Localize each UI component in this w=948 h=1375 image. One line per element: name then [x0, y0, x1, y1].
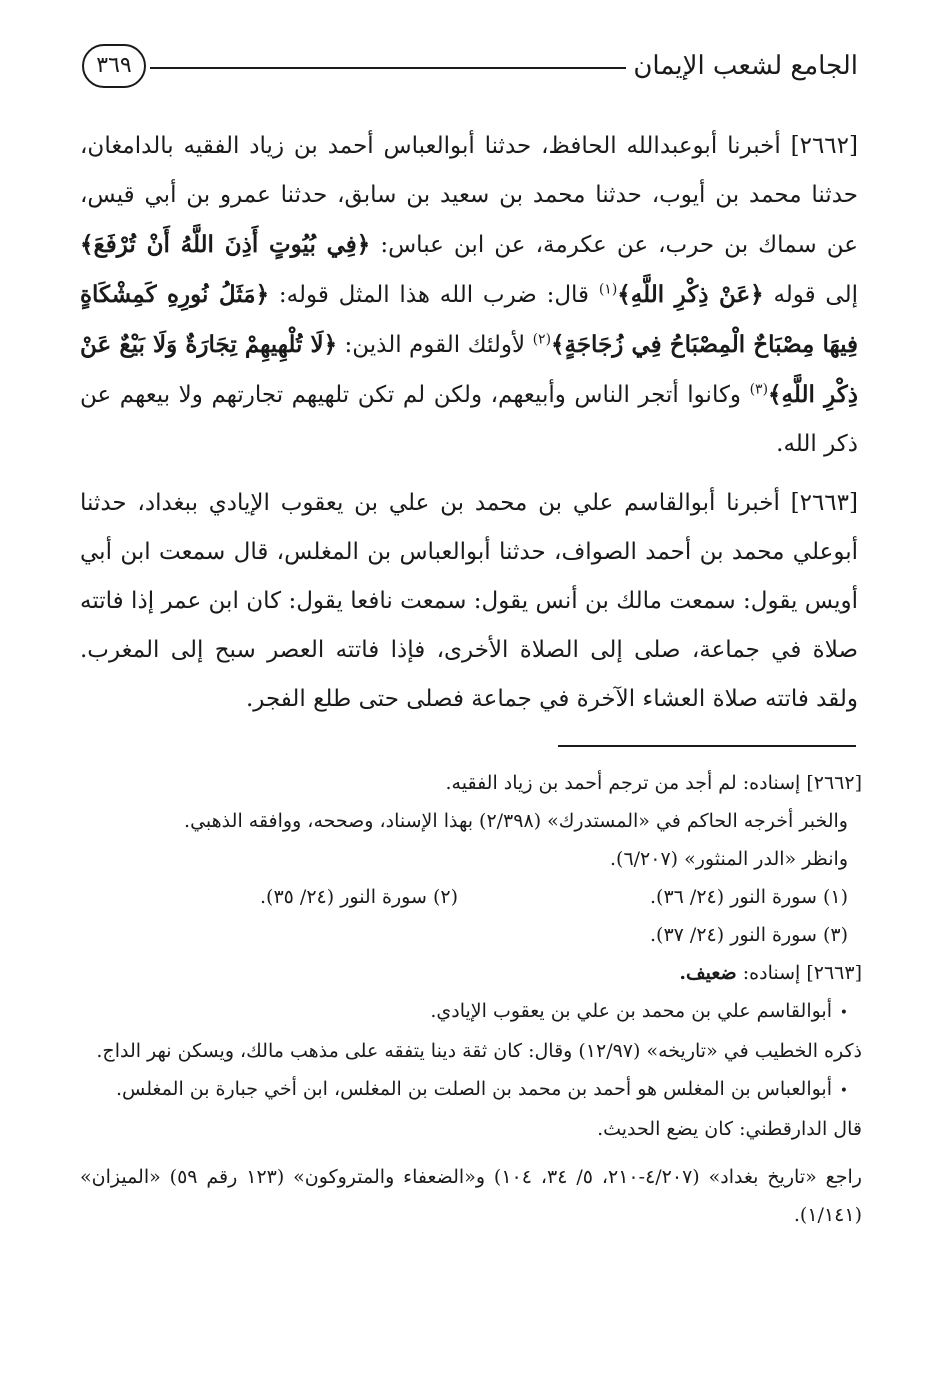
footnote-ref: (٣): [749, 381, 769, 398]
hadith-entry-2663: [٢٦٦٣] أخبرنا أبوالقاسم علي بن محمد بن علي بن يعقوب الإيادي ببغداد، حدثنا أبوعلي محمد بن أحمد الصواف، حدثنا أبوالعباس بن المغلس، قال سمعت ابن أبي أويس يقول: سمعت مالك بن أنس يقول: سمعت نافعا يقول: كان ابن عمر إذا فاتته صلاة في جماعة، صلى إلى الصلاة الأخرى، فإذا فاتته العصر سبح إلى المغرب. ولقد فاتته صلاة العشاء الآخرة في جماعة فصلى حتى طلع الفجر.: [80, 490, 858, 712]
footnote-1: (١) سورة النور (٢٤/ ٣٦).: [650, 886, 848, 908]
text-segment: عن سماك بن حرب، عن عكرمة، عن ابن عباس:: [380, 232, 858, 258]
text-segment: إلى قوله: [773, 282, 858, 308]
quran-verse: ﴿لَا تُلْهِيهِمْ تِجَارَةٌ وَلَا بَيْعٌ عَنْ ذِكْرِ اللَّهِ﴾: [80, 331, 858, 408]
hadith-entry-2662: [80, 122, 858, 469]
footnote-see-also: وانظر «الدر المنثور» (٦/٢٠٧).: [609, 848, 848, 870]
footnote-row: [80, 878, 862, 916]
bullet-icon: •: [839, 1083, 848, 1099]
footnote-takhrij: والخبر أخرجه الحاكم في «المستدرك» (٢/٣٩٨) بهذا الإسناد، وصححه، ووافقه الذهبي.: [184, 810, 848, 832]
quran-verse: ﴿مَثَلُ نُورِهِ كَمِشْكَاةٍ فِيهَا مِصْبَاحٌ الْمِصْبَاحُ فِي زُجَاجَةٍ﴾: [80, 281, 859, 358]
isnad-label: [٢٦٦٣] إسناده:: [742, 962, 862, 984]
footnote-isnad-2663: [80, 954, 862, 992]
text-line: [٢٦٦٢] أخبرنا أبوعبدالله الحافظ، حدثنا أبوالعباس أحمد بن زياد الفقيه بالدامغان،: [80, 133, 858, 159]
running-title: الجامع لشعب الإيمان: [633, 51, 858, 81]
footnote-ref: (٢): [532, 331, 552, 348]
spacer: [80, 1148, 862, 1158]
narrator-note: [80, 992, 862, 1032]
page-number: ٣٦٩: [82, 44, 146, 88]
narrator-detail: ذكره الخطيب في «تاريخه» (١٢/٩٧) وقال: كان ثقة دينا يتفقه على مذهب مالك، ويسكن نهر الداج.: [96, 1040, 862, 1062]
footnote-3: (٣) سورة النور (٢٤/ ٣٧).: [650, 924, 848, 946]
header-rule: [150, 67, 626, 69]
text-segment: قال: ضرب الله هذا المثل قوله:: [278, 282, 590, 308]
narrator-note: [80, 1070, 862, 1110]
footnote-2: (٢) سورة النور (٢٤/ ٣٥).: [260, 886, 458, 908]
text-segment: وكانوا أتجر الناس وأبيعهم، ولكن لم تكن تلهيهم تجارتهم ولا بيعهم عن ذكر الله.: [80, 382, 858, 457]
text-line: حدثنا محمد بن أيوب، حدثنا محمد بن سعيد بن سابق، حدثنا عمرو بن أبي قيس،: [80, 182, 858, 208]
main-text: [80, 122, 858, 730]
footnotes: [80, 764, 862, 1234]
narrator-detail: قال الدارقطني: كان يضع الحديث.: [597, 1118, 862, 1140]
narrator-name: أبوالقاسم علي بن محمد بن علي بن يعقوب الإيادي.: [430, 1000, 832, 1022]
footnote-isnad-2662: [٢٦٦٢] إسناده: لم أجد من ترجم أحمد بن زياد الفقيه.: [445, 772, 862, 794]
bullet-icon: •: [839, 1005, 848, 1021]
text-segment: لأولئك القوم الذين:: [344, 332, 526, 358]
footnote-separator: [558, 745, 856, 747]
quran-verse: ﴿عَنْ ذِكْرِ اللَّهِ﴾: [617, 281, 764, 308]
narrator-name: أبوالعباس بن المغلس هو أحمد بن محمد بن الصلت بن المغلس، ابن أخي جبارة بن المغلس.: [115, 1078, 832, 1100]
grade-label: ضعيف.: [679, 962, 737, 984]
footnote-ref: (١): [598, 281, 618, 298]
quran-verse: ﴿فِي بُيُوتٍ أَذِنَ اللَّهُ أَنْ تُرْفَعَ﴾: [80, 231, 371, 258]
references: راجع «تاريخ بغداد» (٤/٢٠٧-٢١٠، ٥/ ٣٤، ١٠٤) و«الضعفاء والمتروكون» (١٢٣ رقم ٥٩) «الميزان» (١/١٤١).: [80, 1166, 862, 1226]
